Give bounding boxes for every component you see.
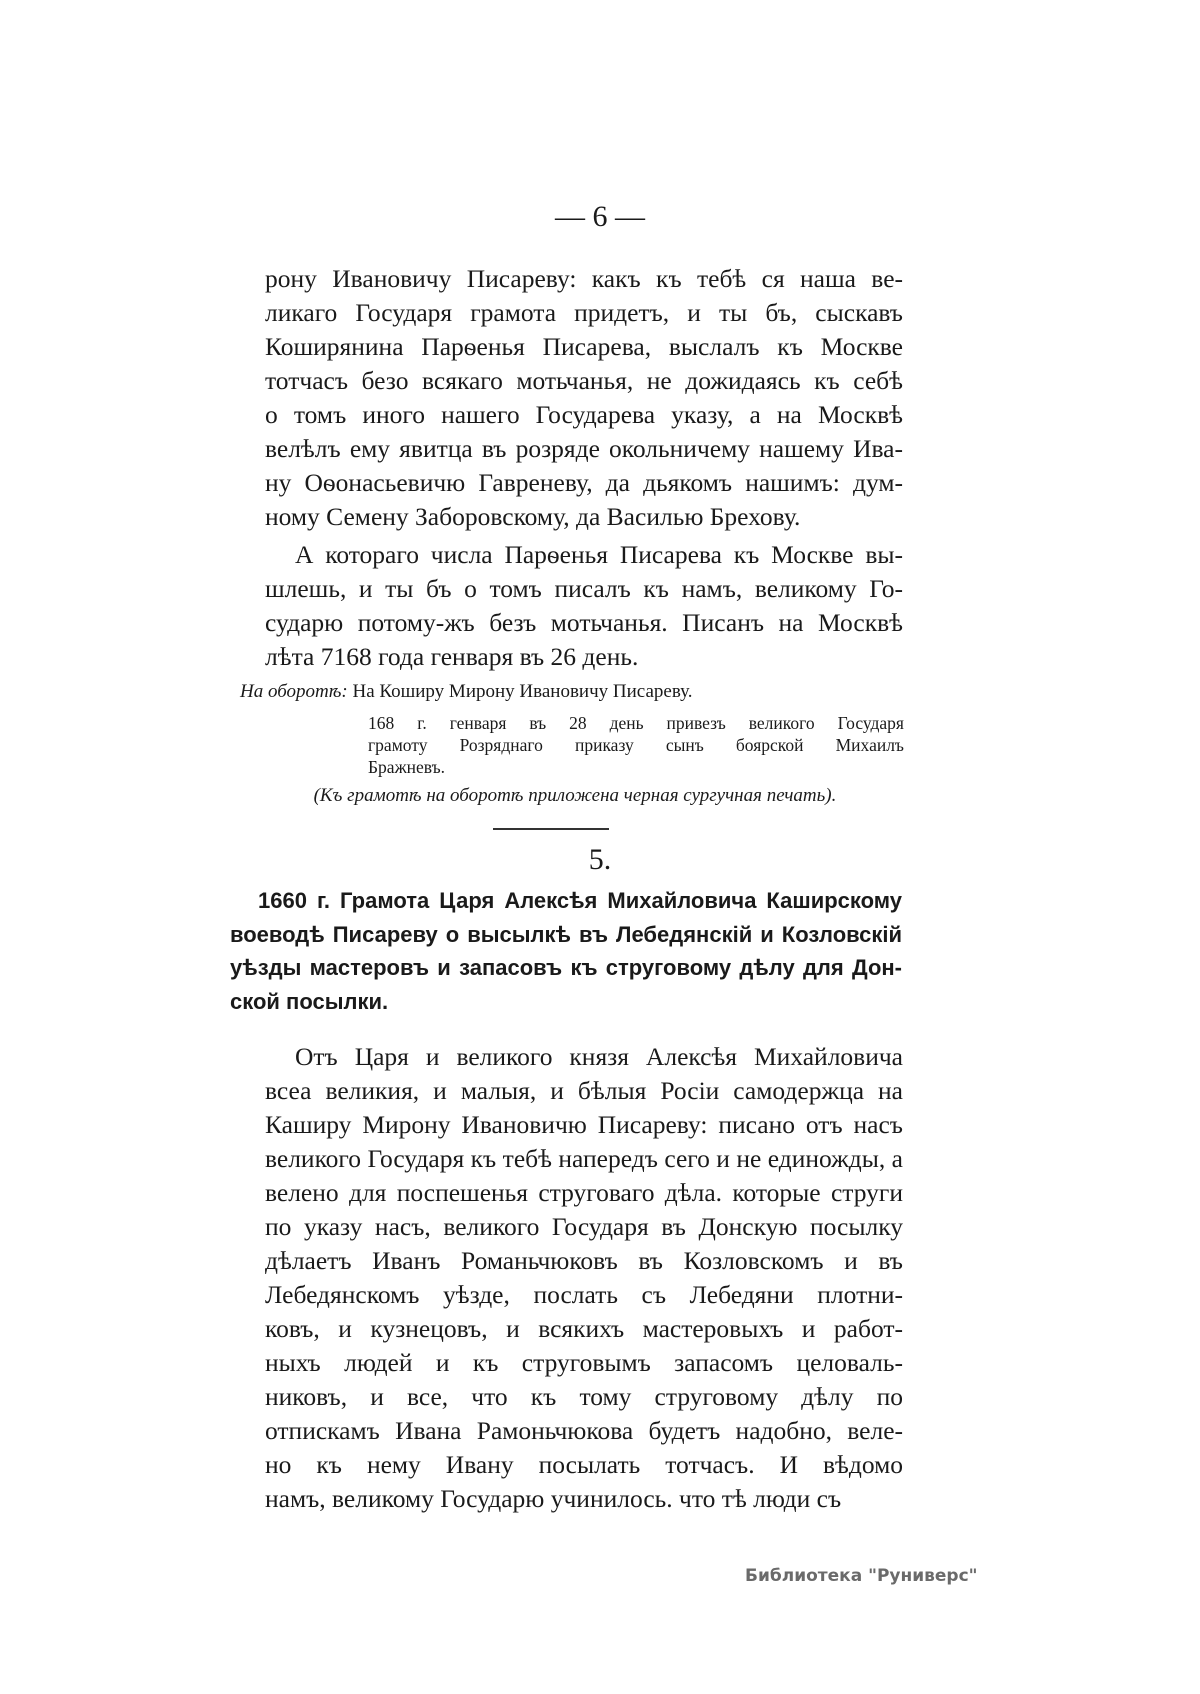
text-line: шлешь, и ты бъ о томъ писалъ къ намъ, великому Го-	[265, 574, 903, 603]
text-line: ному Семену Заборовскому, да Василью Брехову.	[265, 502, 801, 531]
address-label: На оборотѣ:	[240, 681, 348, 702]
text-line: великого Государя къ тебѣ напередъ сего и не единожды, а	[265, 1144, 903, 1173]
text-line: отпискамъ Ивана Рамоньчюкова будетъ надобно, веле-	[265, 1416, 903, 1445]
text-line: рону Ивановичу Писареву: какъ къ тебѣ ся наша ве-	[265, 264, 903, 293]
section-number: 5.	[588, 843, 612, 876]
text-line: сударю потому-жъ безъ мотьчанья. Писанъ на Москвѣ	[265, 608, 903, 637]
text-line: А котораго числа Парѳенья Писарева къ Москве вы-	[295, 540, 903, 569]
text-line: ковъ, и кузнецовъ, и всякихъ мастеровыхъ и работ-	[265, 1314, 903, 1343]
page-number: — 6 —	[555, 200, 645, 233]
text-line: никовъ, и все, что къ тому струговому дѣлу по	[265, 1382, 903, 1411]
text-line: воеводѣ Писареву о высылкѣ въ Лебедянскій и Козловскій	[230, 921, 902, 947]
text-line: дѣлаетъ Иванъ Романьчюковъ въ Козловскомъ и въ	[265, 1246, 903, 1275]
address-text: На Коширу Мирону Ивановичу Писареву.	[352, 681, 693, 702]
text-line: но къ нему Ивану посылать тотчасъ. И вѣдомо	[265, 1450, 903, 1479]
text-line: лѣта 7168 года генваря въ 26 день.	[265, 642, 639, 671]
text-line: всеа великия, и малыя, и бѣлыя Росіи самодержца на	[265, 1076, 903, 1105]
text-line: по указу насъ, великого Государя въ Донскую посылку	[265, 1212, 903, 1241]
closing-paragraph	[265, 538, 903, 674]
text-line: ликаго Государя грамота придетъ, и ты бъ, сыскавъ	[265, 298, 903, 327]
text-line: ныхъ людей и къ струговымъ запасомъ целоваль-	[265, 1348, 903, 1377]
continuation-paragraph	[265, 262, 903, 534]
text-line: ну Оѳонасьевичю Гавреневу, да дьякомъ нашимъ: дум-	[265, 468, 903, 497]
text-line: грамоту Розряднаго приказу сынъ боярской Михаилъ	[368, 735, 904, 755]
text-line: велѣлъ ему явитца въ розряде окольничему нашему Ива-	[265, 434, 903, 463]
text-line: намъ, великому Государю учинилось. что тѣ люди съ	[265, 1484, 842, 1513]
text-line: Отъ Царя и великого князя Алексѣя Михайловича	[295, 1042, 903, 1071]
document-heading	[230, 884, 902, 1018]
receipt-note	[368, 712, 904, 778]
text-line: Бражневъ.	[368, 757, 446, 777]
section-divider	[493, 828, 609, 830]
library-watermark: Библиотека "Руниверс"	[745, 1566, 978, 1586]
text-line: 168 г. генваря въ 28 день привезъ великого Государя	[368, 713, 904, 733]
text-line: ской посылки.	[230, 988, 389, 1014]
text-line: о томъ иного нашего Государева указу, а на Москвѣ	[265, 400, 903, 429]
text-line: Каширу Мирону Ивановичю Писареву: писано отъ насъ	[265, 1110, 903, 1139]
seal-note: (Къ грамотѣ на оборотѣ приложена черная сургучная печать).	[313, 785, 837, 806]
text-line: тотчасъ безо всякаго мотьчанья, не дожидаясь къ себѣ	[265, 366, 903, 395]
document-body	[265, 1040, 903, 1516]
text-line: Коширянина Парѳенья Писарева, выслалъ къ Москве	[265, 332, 903, 361]
text-line: 1660 г. Грамота Царя Алексѣя Михайловича Каширскому	[258, 888, 902, 913]
address-line	[240, 680, 693, 704]
text-line: уѣзды мастеровъ и запасовъ къ струговому дѣлу для Дон-	[230, 955, 902, 980]
text-line: велено для поспешенья струговаго дѣла. которые струги	[265, 1178, 903, 1207]
text-line: Лебедянскомъ уѣзде, послать съ Лебедяни плотни-	[265, 1280, 903, 1309]
